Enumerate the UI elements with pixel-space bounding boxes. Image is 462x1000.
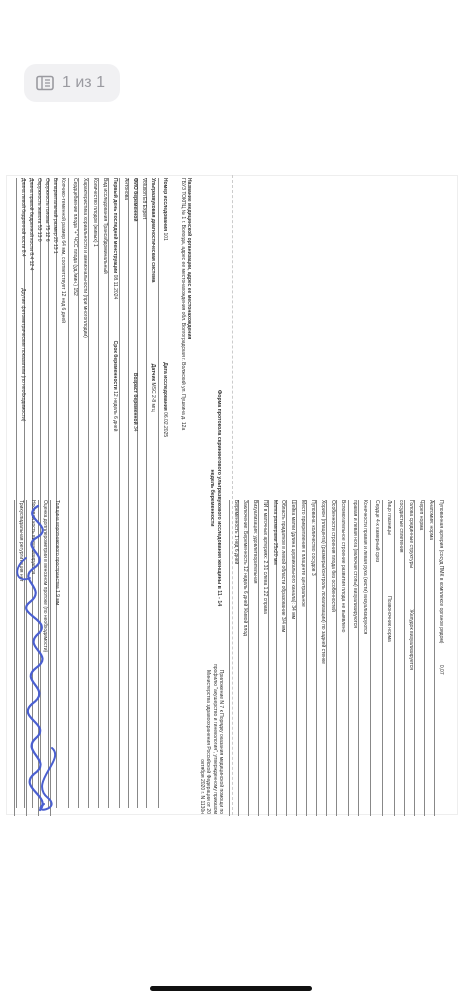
features-label: Вспомогательное строение развития плода (340, 500, 346, 602)
exam-date-value: 06.02.2025 (162, 412, 168, 438)
femur-value: 8.4 (28, 252, 34, 260)
ktr-value: 64 (60, 240, 66, 246)
cervix-length-value: 34 (290, 605, 296, 611)
pi-right-value: 1.22 (262, 586, 268, 597)
features-row (336, 500, 346, 816)
femur-label: Длина правой бедренной кости (28, 178, 34, 251)
protocol-right-page (230, 500, 444, 820)
femur-weeks: 12 (28, 260, 34, 267)
pi-label: ПИ в маточных артериях: (262, 500, 268, 560)
system-value: Voluson E8 Expert (141, 178, 147, 220)
placenta-label: Хорион (плацента) (размеры/контроль локализации) (320, 500, 326, 623)
face-value: глазницы (386, 513, 392, 535)
sensor-label: Датчик (150, 363, 156, 382)
right-header-row (434, 500, 444, 816)
heartbeat-value: 152 (72, 287, 78, 296)
umbilical-row (306, 500, 316, 816)
head-row-2 (394, 500, 404, 816)
pi-left-value: 2.31 (262, 560, 268, 571)
spine-label: Позвоночник (386, 596, 392, 626)
home-indicator[interactable] (150, 986, 312, 991)
visualization-value: Трансабдоминальный (102, 222, 108, 274)
lmp-row (108, 178, 118, 808)
visualization-quality-row (248, 500, 258, 816)
skull-label: Череп (418, 500, 424, 515)
umbilical-value: 3 (310, 572, 316, 576)
dv-label: Оценка допплерометрии в венозном протоке (по необходимости) (42, 500, 48, 653)
hc-label: Окружность головы (44, 178, 50, 224)
ac-value: 53 (36, 224, 42, 231)
bpr-days: 1 (52, 250, 58, 254)
protocol-title: Форма протокола скринингового ультразвукового исследования женщины в 11 - 14 недель беременности (209, 389, 222, 607)
nt-unit: мм (54, 598, 60, 606)
face-row (382, 500, 392, 816)
hc-days: 6 (44, 238, 50, 242)
summary-row (238, 500, 248, 816)
head-value-2: сосудистые сплетения (398, 500, 404, 553)
ktr-weeks-unit: нед (60, 297, 66, 307)
age-value: 34 (132, 426, 138, 432)
fetus-count-value: 1 (92, 243, 98, 247)
umbilical-label: Пуповина: количество сосудов (310, 500, 316, 572)
term-label: Срок беременности (112, 340, 118, 390)
heartbeat-row (68, 178, 78, 808)
heart-label: Сердце (374, 500, 380, 518)
ac-weeks: 13 (36, 231, 42, 238)
other-label: Другие фетометрические показатели (по необходимости) (20, 288, 26, 422)
femur-days: 4 (28, 267, 34, 271)
ktr-weeks: 12 (60, 290, 66, 297)
patient-label: ФИО беременной (132, 178, 138, 222)
cord-insertion-label: Место прикрепления к плаценте (300, 500, 306, 576)
cord-insertion-value: центральное (300, 576, 306, 607)
uterus-value: размерами 25x20 мм (272, 515, 278, 565)
skull-value: норма (418, 515, 424, 531)
patient-row (128, 178, 138, 808)
head-row (404, 500, 414, 816)
features-value: не выявлено (340, 602, 346, 633)
stomach-label: Желудок (408, 609, 414, 630)
cervix-length-row (286, 500, 296, 816)
femur-left-value: 8.4 (20, 249, 26, 257)
exam-number-value: 101 (162, 232, 168, 241)
right-header: Пуповинная артерия (сосуд ПМК в комплексе органов рядом) (438, 500, 444, 644)
heart-value: 4-х камерный срез (374, 518, 380, 563)
limbs-row (358, 500, 368, 816)
hc-value: 75 (44, 224, 50, 231)
chorion-row (78, 178, 88, 808)
age-label: Возраст беременной (132, 372, 138, 425)
stomach-value: визуализируется (408, 631, 414, 670)
anatomy-row (424, 500, 434, 816)
ktr-days-unit: дней (60, 311, 66, 323)
visualization-label: Вид исследования (102, 178, 108, 222)
adnexa-label: Область придатков (280, 500, 286, 545)
pi-right-label: справа (262, 597, 268, 614)
org-label: Название медицинской организации, адрес ее местонахождения (186, 178, 192, 340)
next-term-weeks-value: 1 (233, 534, 239, 538)
chorion-label: Характеристика хориальности и амниональности (при многоплодии) (82, 178, 88, 338)
cervix-unit: мм (290, 612, 296, 620)
bpr-label: Бипариетальный размер (52, 178, 58, 236)
spine-value: норма (386, 627, 392, 642)
right-header-value: 0,07 (438, 664, 444, 675)
anatomy-value: норма (428, 525, 434, 541)
heart-row (370, 500, 380, 816)
pi-row (258, 500, 268, 816)
visualization-quality-label: Визуализация: (252, 500, 258, 535)
cervix-length-label: Шейка матки (длина цервикального канала): (290, 500, 296, 604)
next-term-days-unit: дней (233, 553, 239, 565)
next-term-label: Беременность (233, 500, 239, 534)
nt-label: Толщина воротникового пространства (54, 500, 60, 589)
ac-label: Окружность живота (36, 178, 42, 224)
ac-days: 0 (36, 238, 42, 242)
cord-insertion-row (296, 500, 306, 816)
nasal-label: Носовая кость (30, 500, 36, 534)
patient-value: Антонова (123, 178, 129, 201)
face-label: Лицо (386, 500, 392, 512)
system-row (146, 178, 156, 808)
pi-left-label: слева (262, 571, 268, 586)
fetus-count-label: Количество плодов (живых) (92, 178, 98, 243)
next-term-days-value: 6 (233, 548, 239, 552)
ktr-unit: мм, соответствует (60, 247, 66, 290)
sensor-value: MSC 2-8 мгц (150, 382, 156, 412)
document-pages-icon (36, 75, 54, 91)
hc-weeks: 12 (44, 231, 50, 238)
exam-number-row (158, 178, 168, 808)
visualization-quality-value: удовлетворительная (252, 535, 258, 584)
uterus-label: Матка (272, 500, 278, 515)
limbs-label: Конечности (362, 500, 368, 527)
exam-number-label: Номер исследования (162, 178, 168, 232)
exam-date-label: Дата исследования (162, 362, 168, 411)
term-value: 12 недель 6 дней (112, 391, 118, 432)
visualization-row (98, 178, 108, 808)
adnexa-value: в левой области образование 3/4 мм (280, 546, 286, 633)
fetus-count-row (88, 178, 98, 808)
chorion-features-value: без особенностей (330, 570, 336, 612)
limbs-row-2 (348, 500, 358, 816)
uterus-row (268, 500, 278, 816)
page-counter-text: 1 из 1 (62, 74, 105, 91)
head-value: срединные структуры (408, 517, 414, 568)
chorion-features-row (326, 500, 336, 816)
head-label: Голова (408, 500, 414, 517)
bpr-weeks: 13 (52, 243, 58, 250)
org-value: ГБУЗ ТОКПЦ № 1 г. Вологда, адрес ее местонахождения обл. Волгоградская г. Волжский ул. Пушкина д. 12а (179, 178, 186, 431)
lmp-value: 08.11.2024 (112, 274, 118, 300)
bpr-value: 20 (52, 237, 58, 243)
heartbeat-label: Сердцебиение плода "+" ЧСС плода (уд./мин.) (72, 178, 78, 287)
system-value-row (137, 178, 147, 808)
tricuspid-value: нет (18, 573, 24, 582)
placenta-row (316, 500, 326, 816)
limbs-value-2: правая и левая нога (включая стопы) визуализируются (352, 500, 358, 629)
handwritten-signature (8, 498, 68, 818)
org-block (180, 178, 193, 478)
nt-value: 1.9 (54, 590, 60, 597)
nasal-value: визуализируется (30, 535, 36, 574)
next-term-weeks-unit: нед (233, 539, 239, 548)
lmp-label: Первый день последней менструации (112, 178, 118, 274)
patient-value-row (119, 178, 129, 808)
appendix-note: Приложение N 7 к Порядку оказания медицинской помощи по профилю "акушерство и гинекология", утвержденному приказом Министерства здравоохранения Российской Федерации от 20 октября 2020 г. N 1130н (199, 664, 224, 814)
anatomy-label: Анатомия: (428, 500, 434, 525)
femur-left-label: Длина левой бедренной кости (20, 178, 26, 249)
ktr-label: Копчико-теменной размер (60, 178, 66, 240)
skull-row (414, 500, 424, 816)
limbs-value: правая и левая рука (кисти) визуализируются (362, 528, 368, 635)
viewer-toolbar (0, 0, 462, 170)
next-term-row (229, 500, 239, 816)
ktr-days: 6 (60, 307, 66, 311)
page-counter-pill[interactable] (24, 64, 120, 102)
summary-value: Беременность 12 недель 6 дней Живой плод (242, 531, 248, 636)
system-label: Ультразвуковая диагностическая система (150, 178, 156, 283)
summary-label: Заключение: (242, 500, 248, 530)
chorion-features-label: Особенности строения плода (330, 500, 336, 569)
placenta-value: по задней стенке (320, 624, 326, 664)
tricuspid-label: Трикуспидальная регургитация (18, 500, 24, 573)
